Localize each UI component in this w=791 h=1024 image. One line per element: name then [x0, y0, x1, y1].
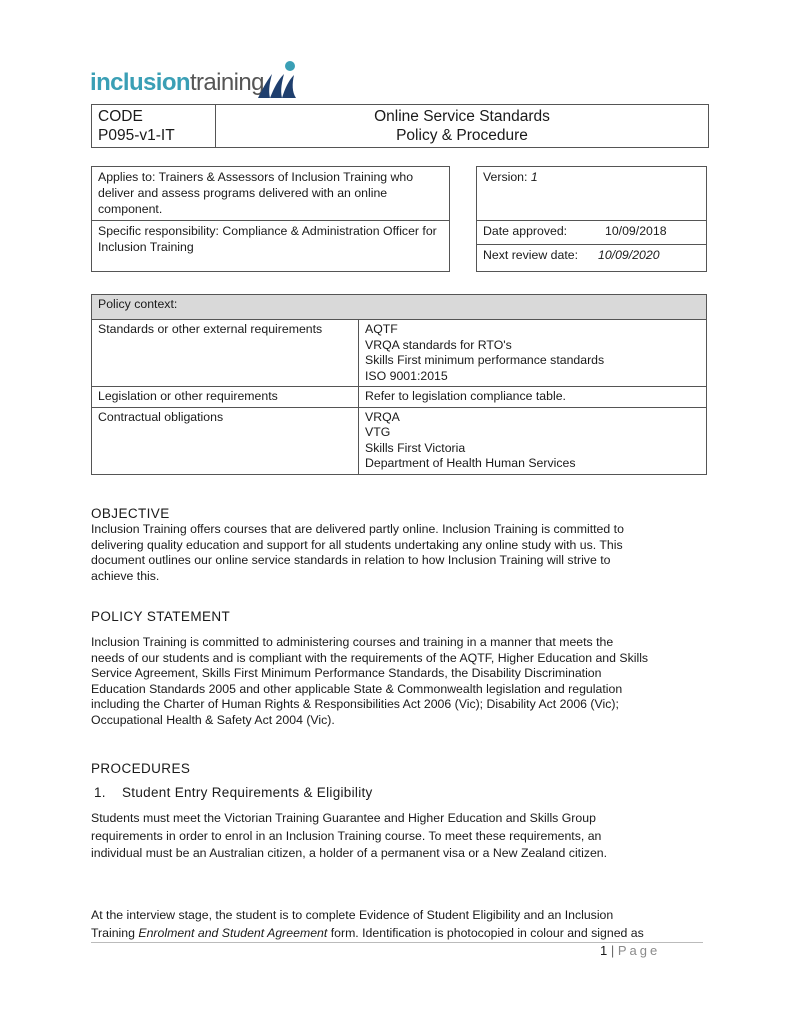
table-row-values: [359, 320, 707, 387]
applies-to-label: Applies to:: [98, 170, 156, 184]
table-row-label: Standards or other external requirements: [92, 320, 359, 387]
next-review-value: 10/09/2020: [598, 248, 660, 262]
policy-line: needs of our students and is compliant with the requirements of the AQTF, Higher Education and Skills: [91, 650, 649, 665]
policy-statement-text: [91, 635, 703, 728]
inclusion-training-mark-icon: [252, 60, 302, 102]
applies-to-text: Trainers & Assessors of Inclusion Training who deliver and assess programs delivered with an online component.: [98, 170, 414, 216]
version-box: [476, 166, 707, 272]
code-label: CODE: [98, 108, 143, 125]
procedures-heading: PROCEDURES: [91, 761, 191, 776]
company-logo: [90, 60, 310, 104]
footer-separator: |: [610, 943, 615, 958]
table-row-value: VRQA: [365, 409, 400, 424]
table-row-label: Legislation or other requirements: [92, 387, 359, 408]
table-row-value: Skills First Victoria: [365, 440, 466, 455]
applies-to-box: [91, 166, 450, 272]
document-title-line2: Policy & Procedure: [396, 127, 528, 144]
version-label: Version:: [483, 170, 528, 184]
table-row-value: Skills First minimum performance standards: [365, 353, 605, 367]
table-row-value: VRQA standards for RTO's: [365, 337, 512, 352]
table-row-values: [359, 387, 707, 408]
page-footer: [600, 943, 660, 958]
table-row-values: [359, 407, 707, 474]
code-value: P095-v1-IT: [98, 127, 175, 144]
policy-context-header-row: [92, 295, 707, 320]
applies-to-cell: [92, 167, 449, 221]
table-row: [92, 407, 707, 474]
date-approved-row: [477, 221, 706, 245]
table-row-value: ISO 9001:2015: [365, 368, 448, 383]
interview-text: Training: [91, 925, 139, 940]
logo-word-inclusion: inclusion: [90, 69, 190, 96]
section-1-title: Student Entry Requirements & Eligibility: [122, 785, 373, 800]
policy-line: Inclusion Training is committed to administering courses and training in a manner that meets the: [91, 635, 614, 649]
table-row-value: VTG: [365, 425, 391, 439]
page-number: 1: [600, 943, 608, 958]
form-name: Enrolment and Student Agreement: [138, 925, 328, 940]
table-row: [92, 387, 707, 408]
date-approved-value: 10/09/2018: [605, 224, 667, 238]
objective-text: [91, 522, 691, 584]
next-review-label: Next review date:: [483, 248, 579, 262]
section-1-line: individual must be an Australian citizen, a holder of a permanent visa or a New Zealand citizen.: [91, 846, 608, 860]
objective-line: document outlines our online service standards in relation to how Inclusion Training will strive to: [91, 553, 611, 567]
table-row-label: Contractual obligations: [92, 407, 359, 474]
interview-line: At the interview stage, the student is to complete Evidence of Student Eligibility and an Inclusion: [91, 908, 614, 922]
page-word: Page: [617, 943, 661, 958]
interview-paragraph: [91, 907, 703, 942]
logo-word-training: training: [189, 69, 264, 96]
document-title-line1: Online Service Standards: [374, 108, 550, 125]
table-row-value: Department of Health Human Services: [365, 456, 576, 470]
table-row-value: Refer to legislation compliance table.: [365, 389, 566, 403]
title-cell: [216, 105, 708, 149]
section-1-line: Students must meet the Victorian Training Guarantee and Higher Education and Skills Group: [91, 811, 596, 825]
objective-line: achieve this.: [91, 568, 160, 583]
next-review-row: [477, 245, 706, 265]
document-header-table: [91, 104, 709, 148]
objective-heading: OBJECTIVE: [91, 506, 170, 521]
table-row-value: AQTF: [365, 322, 398, 336]
objective-line: Inclusion Training offers courses that are delivered partly online. Inclusion Training is committed to: [91, 522, 624, 536]
policy-line: including the Charter of Human Rights & Responsibilities Act 2006 (Vic); Disability Act 2006 (Vic);: [91, 697, 619, 711]
interview-line: [91, 925, 703, 943]
policy-line: Service Agreement, Skills First Minimum Performance Standards, the Disability Discrimination: [91, 666, 602, 680]
code-cell: [92, 105, 216, 147]
version-row: [477, 167, 706, 221]
responsibility-text: Compliance & Administration Officer for Inclusion Training: [98, 224, 437, 254]
policy-context-heading: Policy context:: [92, 295, 707, 320]
responsibility-label: Specific responsibility:: [98, 224, 219, 238]
date-approved-label: Date approved:: [483, 224, 568, 238]
section-1-text: [91, 810, 697, 863]
section-1-heading: [91, 785, 373, 800]
policy-line: Occupational Health & Safety Act 2004 (Vic).: [91, 712, 335, 727]
objective-line: delivering quality education and support for all students undertaking any online study with us. This: [91, 537, 623, 552]
section-1-line: requirements in order to enrol in an Inclusion Training course. To meet these requirements, an: [91, 828, 602, 843]
logo-wordmark: [90, 69, 264, 97]
policy-line: Education Standards 2005 and other applicable State & Commonwealth legislation and regulation: [91, 681, 623, 696]
table-row: [92, 320, 707, 387]
version-value: 1: [530, 170, 538, 184]
policy-statement-heading: POLICY STATEMENT: [91, 609, 231, 624]
policy-context-table: [91, 294, 707, 475]
responsibility-cell: [92, 221, 449, 257]
section-1-number: 1.: [94, 785, 106, 800]
interview-text: form. Identification is photocopied in colour and signed as: [327, 925, 644, 940]
